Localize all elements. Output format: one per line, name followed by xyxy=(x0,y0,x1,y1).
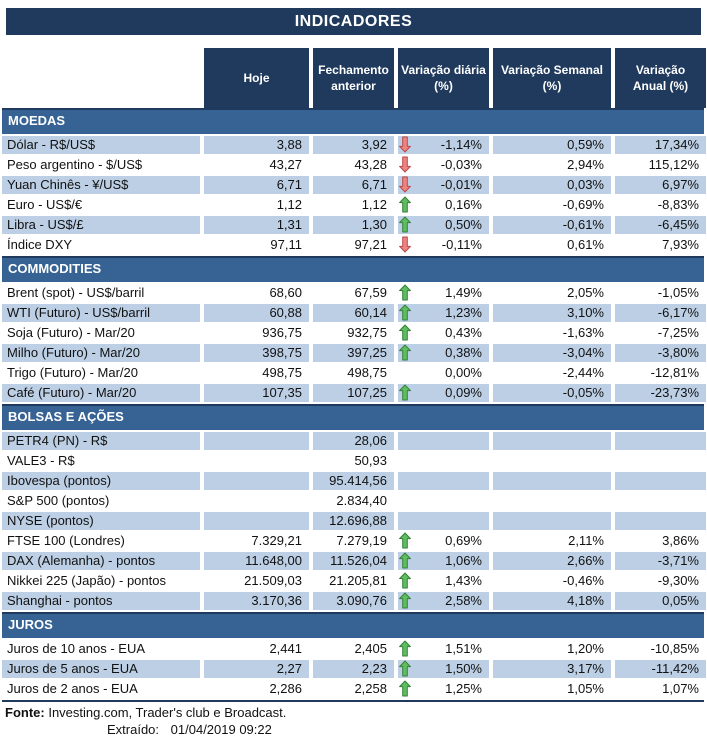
cell-fechamento-anterior: 107,25 xyxy=(313,384,394,402)
table-row xyxy=(2,324,704,342)
up-arrow-icon xyxy=(399,572,411,589)
cell-fechamento-anterior: 3,92 xyxy=(313,136,394,154)
header-spacer xyxy=(2,48,200,108)
extracted-line xyxy=(0,722,707,738)
variacao-diaria-value: 1,51% xyxy=(445,641,482,656)
cell-hoje xyxy=(204,432,309,450)
cell-variacao-semanal: -2,44% xyxy=(562,365,604,380)
cell-hoje: 498,75 xyxy=(262,365,302,380)
row-label: Shanghai - pontos xyxy=(2,592,200,610)
cell-hoje: 6,71 xyxy=(204,176,309,194)
row-label: Trigo (Futuro) - Mar/20 xyxy=(7,365,138,380)
row-label: Euro - US$/€ xyxy=(7,197,83,212)
variacao-diaria-value: 0,50% xyxy=(445,217,482,232)
cell-fechamento-anterior: 67,59 xyxy=(354,285,387,300)
cell-variacao-anual: -10,85% xyxy=(650,641,699,656)
variacao-diaria-value: 1,25% xyxy=(445,681,482,696)
variacao-diaria-value: -1,14% xyxy=(440,137,482,152)
cell-fechamento-anterior: 12.696,88 xyxy=(313,512,394,530)
cell-variacao-semanal: -0,05% xyxy=(493,384,611,402)
table-row xyxy=(2,284,704,302)
cell-hoje: 1,12 xyxy=(276,197,302,212)
cell-hoje: 3.170,36 xyxy=(204,592,309,610)
cell-hoje: 7.329,21 xyxy=(251,533,302,548)
row-label: Índice DXY xyxy=(7,237,73,252)
table-header xyxy=(2,48,704,108)
cell-variacao-anual: -3,80% xyxy=(615,344,706,362)
variacao-diaria-value: 1,43% xyxy=(445,573,482,588)
cell-fechamento-anterior: 11.526,04 xyxy=(313,552,394,570)
cell-variacao-diaria xyxy=(398,680,489,698)
cell-variacao-diaria xyxy=(398,324,489,342)
source-line xyxy=(0,705,707,721)
table-row xyxy=(2,452,704,470)
row-label: Yuan Chinês - ¥/US$ xyxy=(2,176,200,194)
cell-variacao-semanal xyxy=(493,432,611,450)
table-row xyxy=(2,512,704,530)
cell-variacao-diaria xyxy=(398,472,489,490)
variacao-diaria-value: 1,23% xyxy=(445,305,482,320)
cell-variacao-diaria xyxy=(398,432,489,450)
up-arrow-icon xyxy=(399,324,411,341)
table-row xyxy=(2,492,704,510)
row-label: S&P 500 (pontos) xyxy=(7,493,110,508)
cell-variacao-diaria xyxy=(398,640,489,658)
cell-variacao-diaria xyxy=(398,284,489,302)
col-header-fechamento-anterior: Fechamento anterior xyxy=(313,48,394,108)
cell-hoje xyxy=(204,472,309,490)
up-arrow-icon xyxy=(399,640,411,657)
cell-variacao-anual: -23,73% xyxy=(615,384,706,402)
row-label: Dólar - R$/US$ xyxy=(2,136,200,154)
cell-variacao-semanal: 1,20% xyxy=(567,641,604,656)
cell-variacao-semanal: 0,61% xyxy=(567,237,604,252)
down-arrow-icon xyxy=(399,236,411,253)
table-row xyxy=(2,640,704,658)
cell-fechamento-anterior: 50,93 xyxy=(354,453,387,468)
cell-variacao-diaria xyxy=(398,364,489,382)
up-arrow-icon xyxy=(399,304,411,321)
cell-variacao-diaria xyxy=(398,660,489,678)
cell-fechamento-anterior: 7.279,19 xyxy=(336,533,387,548)
up-arrow-icon xyxy=(399,592,411,609)
table-row xyxy=(2,196,704,214)
table-row xyxy=(2,136,704,154)
cell-hoje: 398,75 xyxy=(204,344,309,362)
cell-variacao-semanal: 1,05% xyxy=(567,681,604,696)
variacao-diaria-value: 0,43% xyxy=(445,325,482,340)
table-row xyxy=(2,176,704,194)
variacao-diaria-value: 0,38% xyxy=(445,345,482,360)
section-header-3: JUROS xyxy=(2,612,704,638)
cell-variacao-anual: 0,05% xyxy=(615,592,706,610)
cell-variacao-semanal: 3,10% xyxy=(493,304,611,322)
variacao-diaria-value: 0,69% xyxy=(445,533,482,548)
cell-variacao-anual: -7,25% xyxy=(657,325,699,340)
cell-fechamento-anterior: 60,14 xyxy=(313,304,394,322)
up-arrow-icon xyxy=(399,196,411,213)
down-arrow-icon xyxy=(399,156,411,173)
cell-variacao-semanal: 2,94% xyxy=(567,157,604,172)
row-label: WTI (Futuro) - US$/barril xyxy=(2,304,200,322)
cell-fechamento-anterior: 2,258 xyxy=(354,681,387,696)
section-header-2: BOLSAS E AÇÕES xyxy=(2,404,704,430)
extracted-value: 01/04/2019 09:22 xyxy=(170,722,272,737)
row-label: Juros de 2 anos - EUA xyxy=(7,681,138,696)
table-row xyxy=(2,552,704,570)
cell-variacao-anual xyxy=(615,452,706,470)
table-row xyxy=(2,236,704,254)
up-arrow-icon xyxy=(399,660,411,677)
table-body xyxy=(0,108,707,698)
variacao-diaria-value: 0,09% xyxy=(445,385,482,400)
cell-variacao-semanal xyxy=(493,512,611,530)
row-label: FTSE 100 (Londres) xyxy=(7,533,125,548)
cell-fechamento-anterior: 2,23 xyxy=(313,660,394,678)
cell-hoje: 21.509,03 xyxy=(244,573,302,588)
cell-hoje: 43,27 xyxy=(269,157,302,172)
variacao-diaria-value: 1,06% xyxy=(445,553,482,568)
variacao-diaria-value: 1,49% xyxy=(445,285,482,300)
cell-variacao-diaria xyxy=(398,592,489,610)
cell-fechamento-anterior: 2,405 xyxy=(354,641,387,656)
col-header-variacao-anual: Variação Anual (%) xyxy=(615,48,706,108)
cell-variacao-diaria xyxy=(398,572,489,590)
cell-variacao-anual xyxy=(615,512,706,530)
row-label: Soja (Futuro) - Mar/20 xyxy=(7,325,135,340)
cell-fechamento-anterior: 28,06 xyxy=(313,432,394,450)
table-row xyxy=(2,592,704,610)
cell-variacao-anual xyxy=(615,432,706,450)
cell-hoje: 2,286 xyxy=(269,681,302,696)
cell-variacao-diaria xyxy=(398,304,489,322)
row-label: Café (Futuro) - Mar/20 xyxy=(2,384,200,402)
cell-fechamento-anterior: 932,75 xyxy=(347,325,387,340)
cell-variacao-anual: 7,93% xyxy=(662,237,699,252)
cell-hoje: 60,88 xyxy=(204,304,309,322)
section-header-0: MOEDAS xyxy=(2,108,704,134)
cell-variacao-anual: -6,45% xyxy=(615,216,706,234)
cell-variacao-semanal: -0,61% xyxy=(493,216,611,234)
table-row xyxy=(2,344,704,362)
cell-hoje xyxy=(204,452,309,470)
cell-variacao-anual: -1,05% xyxy=(657,285,699,300)
cell-variacao-diaria xyxy=(398,532,489,550)
cell-variacao-anual: -6,17% xyxy=(615,304,706,322)
row-label: Peso argentino - $/US$ xyxy=(7,157,143,172)
cell-variacao-anual: -3,71% xyxy=(615,552,706,570)
cell-variacao-anual xyxy=(615,472,706,490)
cell-hoje: 1,31 xyxy=(204,216,309,234)
table-row xyxy=(2,432,704,450)
cell-fechamento-anterior: 1,30 xyxy=(313,216,394,234)
col-header-variacao-semanal: Variação Semanal (%) xyxy=(493,48,611,108)
col-header-hoje: Hoje xyxy=(204,48,309,108)
cell-variacao-diaria xyxy=(398,452,489,470)
cell-variacao-semanal xyxy=(493,452,611,470)
up-arrow-icon xyxy=(399,344,411,361)
cell-variacao-diaria xyxy=(398,512,489,530)
up-arrow-icon xyxy=(399,552,411,569)
variacao-diaria-value: -0,03% xyxy=(440,157,482,172)
cell-variacao-semanal xyxy=(493,472,611,490)
table-row xyxy=(2,156,704,174)
row-label: DAX (Alemanha) - pontos xyxy=(2,552,200,570)
cell-variacao-diaria xyxy=(398,236,489,254)
cell-fechamento-anterior: 2.834,40 xyxy=(336,493,387,508)
cell-fechamento-anterior: 498,75 xyxy=(347,365,387,380)
cell-variacao-anual: 6,97% xyxy=(615,176,706,194)
extracted-label: Extraído: xyxy=(107,722,160,737)
cell-variacao-anual: -12,81% xyxy=(650,365,699,380)
cell-hoje: 936,75 xyxy=(262,325,302,340)
variacao-diaria-value: 0,00% xyxy=(445,365,482,380)
up-arrow-icon xyxy=(399,216,411,233)
down-arrow-icon xyxy=(399,136,411,153)
row-label: Ibovespa (pontos) xyxy=(2,472,200,490)
cell-variacao-semanal: 2,05% xyxy=(567,285,604,300)
table-row xyxy=(2,472,704,490)
source-text: Investing.com, Trader's club e Broadcast. xyxy=(48,705,287,720)
variacao-diaria-value: 0,16% xyxy=(445,197,482,212)
cell-variacao-diaria xyxy=(398,136,489,154)
cell-fechamento-anterior: 95.414,56 xyxy=(313,472,394,490)
row-label: Nikkei 225 (Japão) - pontos xyxy=(7,573,166,588)
cell-variacao-diaria xyxy=(398,384,489,402)
table-row xyxy=(2,660,704,678)
source-label: Fonte: xyxy=(5,705,45,720)
cell-fechamento-anterior: 3.090,76 xyxy=(313,592,394,610)
cell-variacao-semanal: -1,63% xyxy=(562,325,604,340)
table-row xyxy=(2,532,704,550)
cell-hoje: 11.648,00 xyxy=(204,552,309,570)
cell-variacao-anual: 17,34% xyxy=(615,136,706,154)
cell-fechamento-anterior: 21.205,81 xyxy=(329,573,387,588)
cell-variacao-semanal: 3,17% xyxy=(493,660,611,678)
variacao-diaria-value: 1,50% xyxy=(445,661,482,676)
row-label: Juros de 10 anos - EUA xyxy=(7,641,146,656)
cell-variacao-anual: 115,12% xyxy=(648,157,699,172)
cell-variacao-semanal: -3,04% xyxy=(493,344,611,362)
cell-variacao-diaria xyxy=(398,176,489,194)
table-row xyxy=(2,680,704,698)
cell-variacao-semanal: 4,18% xyxy=(493,592,611,610)
table-row xyxy=(2,384,704,402)
cell-fechamento-anterior: 6,71 xyxy=(313,176,394,194)
cell-variacao-diaria xyxy=(398,552,489,570)
row-label: VALE3 - R$ xyxy=(7,453,75,468)
table-row xyxy=(2,364,704,382)
cell-variacao-semanal: 0,59% xyxy=(493,136,611,154)
section-header-1: COMMODITIES xyxy=(2,256,704,282)
cell-hoje xyxy=(204,512,309,530)
cell-variacao-diaria xyxy=(398,156,489,174)
cell-variacao-diaria xyxy=(398,196,489,214)
cell-hoje: 3,88 xyxy=(204,136,309,154)
up-arrow-icon xyxy=(399,680,411,697)
cell-hoje: 97,11 xyxy=(270,237,302,252)
cell-variacao-anual: 1,07% xyxy=(662,681,699,696)
row-label: NYSE (pontos) xyxy=(2,512,200,530)
cell-fechamento-anterior: 97,21 xyxy=(354,237,387,252)
cell-variacao-anual xyxy=(615,492,706,510)
table-bottom-border xyxy=(2,700,704,702)
footer xyxy=(0,705,707,738)
cell-variacao-diaria xyxy=(398,344,489,362)
page-title: INDICADORES xyxy=(6,8,701,35)
cell-fechamento-anterior: 43,28 xyxy=(354,157,387,172)
cell-variacao-anual: 3,86% xyxy=(662,533,699,548)
variacao-diaria-value: -0,11% xyxy=(441,237,482,252)
cell-variacao-anual: -11,42% xyxy=(615,660,706,678)
cell-fechamento-anterior: 397,25 xyxy=(313,344,394,362)
cell-hoje: 107,35 xyxy=(204,384,309,402)
cell-variacao-semanal: 0,03% xyxy=(493,176,611,194)
row-label: Milho (Futuro) - Mar/20 xyxy=(2,344,200,362)
cell-variacao-diaria xyxy=(398,216,489,234)
cell-hoje: 2,441 xyxy=(269,641,302,656)
up-arrow-icon xyxy=(399,532,411,549)
cell-hoje: 68,60 xyxy=(269,285,302,300)
cell-variacao-anual: -8,83% xyxy=(657,197,699,212)
cell-variacao-semanal: -0,46% xyxy=(562,573,604,588)
cell-variacao-semanal: 2,66% xyxy=(493,552,611,570)
table-row xyxy=(2,304,704,322)
cell-variacao-diaria xyxy=(398,492,489,510)
row-label: PETR4 (PN) - R$ xyxy=(2,432,200,450)
cell-variacao-anual: -9,30% xyxy=(657,573,699,588)
cell-variacao-semanal xyxy=(493,492,611,510)
col-header-variacao-diaria: Variação diária (%) xyxy=(398,48,489,108)
row-label: Brent (spot) - US$/barril xyxy=(7,285,145,300)
cell-fechamento-anterior: 1,12 xyxy=(361,197,387,212)
table-row xyxy=(2,572,704,590)
up-arrow-icon xyxy=(399,284,411,301)
up-arrow-icon xyxy=(399,384,411,401)
row-label: Juros de 5 anos - EUA xyxy=(2,660,200,678)
indicadores-report xyxy=(0,8,707,749)
cell-hoje xyxy=(204,492,309,510)
variacao-diaria-value: -0,01% xyxy=(440,177,482,192)
table-row xyxy=(2,216,704,234)
cell-variacao-semanal: -0,69% xyxy=(562,197,604,212)
row-label: Libra - US$/£ xyxy=(2,216,200,234)
cell-hoje: 2,27 xyxy=(204,660,309,678)
variacao-diaria-value: 2,58% xyxy=(445,593,482,608)
down-arrow-icon xyxy=(399,176,411,193)
cell-variacao-semanal: 2,11% xyxy=(568,533,604,548)
